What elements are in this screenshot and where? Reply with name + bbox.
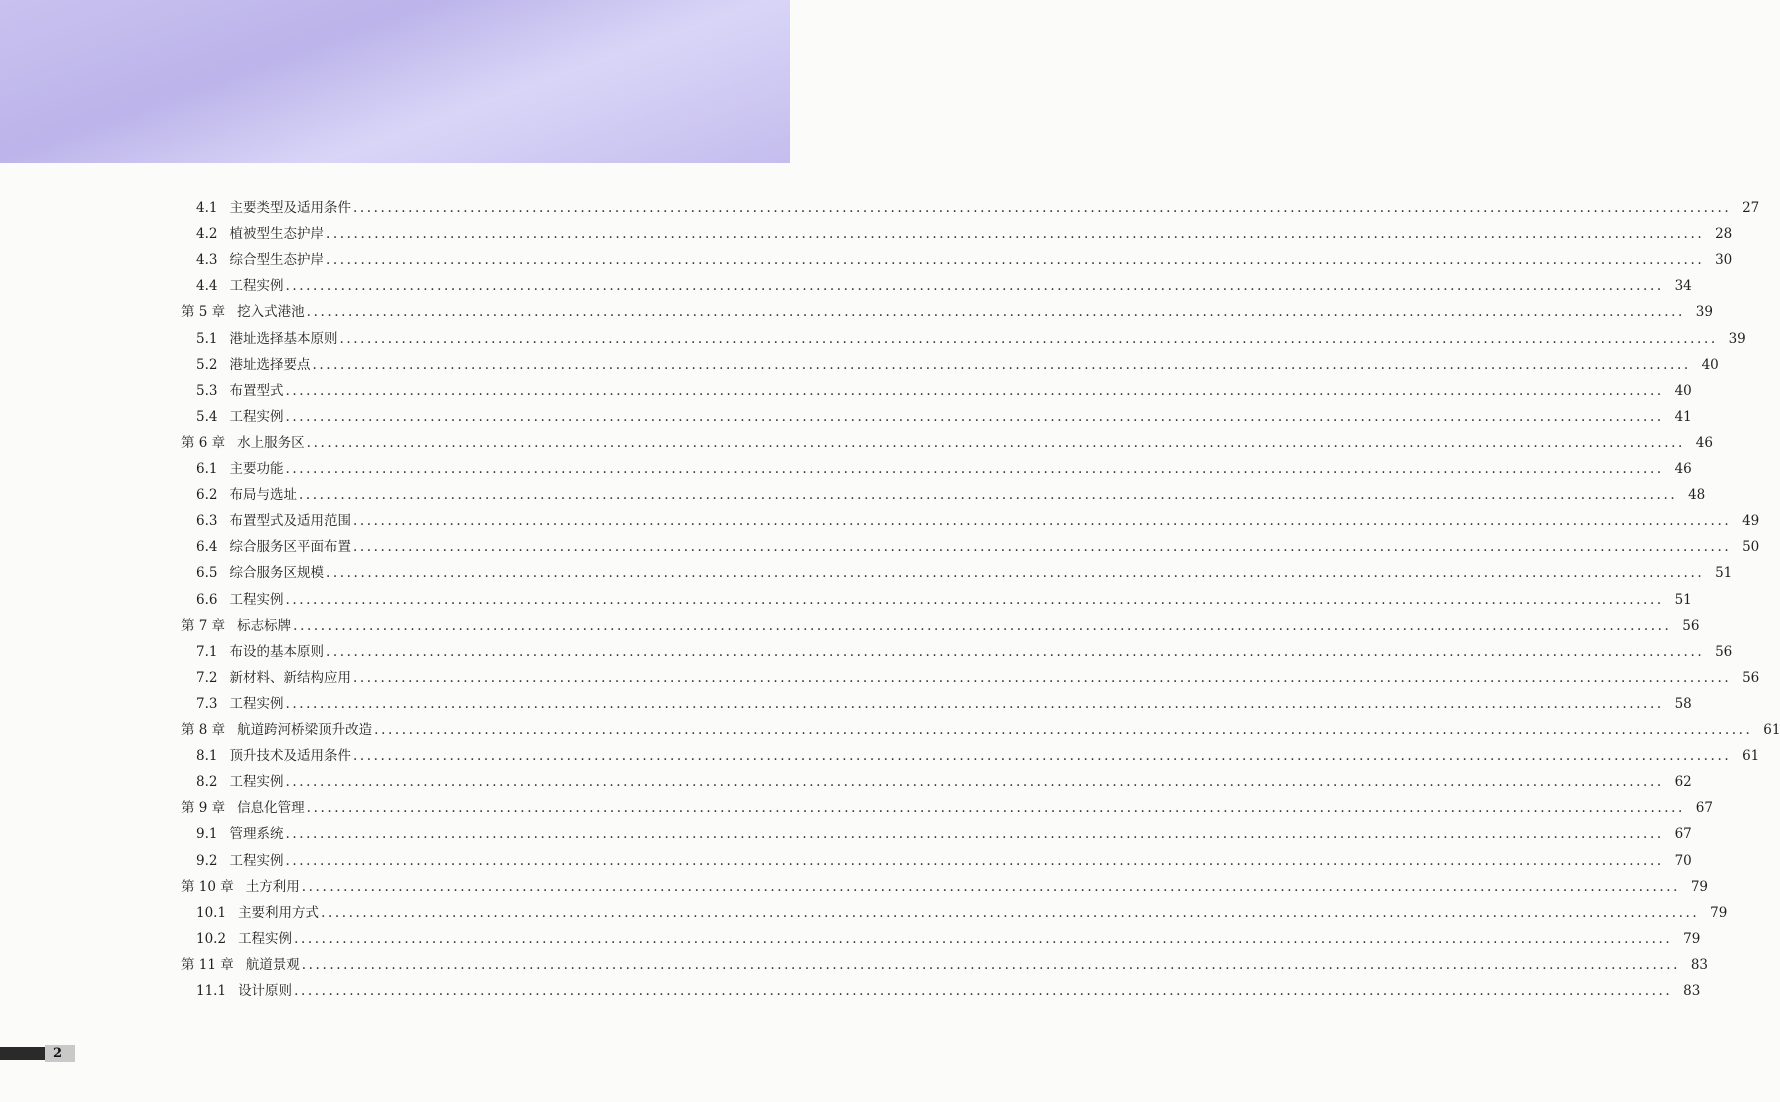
toc-entry-title: 标志标牌 [237, 617, 292, 634]
toc-entry-title: 港址选择基本原则 [229, 330, 338, 347]
toc-dot-leader: ........................................................................................................................................................................................................ [312, 356, 1691, 373]
toc-entry-title: 植被型生态护岸 [229, 226, 324, 243]
toc-entry-title: 航道景观 [245, 956, 300, 973]
toc-entry-number: 5.1 [196, 330, 218, 347]
toc-entry-number: 6.6 [196, 591, 218, 608]
toc-entry-page: 79 [1683, 930, 1701, 947]
toc-entry-title: 综合服务区平面布置 [229, 539, 351, 556]
toc-entry-page: 40 [1701, 356, 1719, 373]
toc-entry-number: 4.4 [196, 278, 218, 295]
toc-entry-page: 67 [1695, 800, 1713, 817]
toc-entry-title: 布置型式 [229, 382, 284, 399]
toc-entry-title: 工程实例 [229, 278, 284, 295]
toc-entry-title: 水上服务区 [237, 434, 305, 451]
toc-section-entry[interactable] [196, 743, 1760, 769]
toc-dot-leader: ........................................................................................................................................................................................................ [352, 669, 1732, 686]
toc-dot-leader: ........................................................................................................................................................................................................ [285, 461, 1664, 477]
page-number: 2 [45, 1045, 75, 1062]
toc-entry-page: 70 [1674, 852, 1692, 869]
toc-section-entry[interactable] [196, 665, 1760, 691]
toc-dot-leader: ........................................................................................................................................................................................................ [285, 774, 1664, 791]
toc-section-entry[interactable] [196, 900, 1728, 926]
toc-dot-leader: ........................................................................................................................................................................................................ [285, 591, 1664, 608]
toc-section-entry[interactable] [196, 508, 1760, 534]
toc-section-entry[interactable] [196, 821, 1692, 847]
toc-entry-title: 工程实例 [238, 930, 293, 947]
toc-dot-leader: ........................................................................................................................................................................................................ [306, 304, 1685, 321]
toc-entry-title: 信息化管理 [237, 800, 305, 817]
toc-dot-leader: ........................................................................................................................................................................................................ [352, 748, 1732, 765]
toc-dot-leader: ........................................................................................................................................................................................................ [325, 643, 1705, 660]
toc-entry-number: 4.1 [196, 200, 218, 216]
toc-section-entry[interactable] [196, 691, 1692, 717]
toc-entry-number: 第 9 章 [181, 800, 226, 817]
footer-bar [0, 1047, 45, 1060]
toc-dot-leader: ........................................................................................................................................................................................................ [294, 930, 1673, 947]
toc-dot-leader: ........................................................................................................................................................................................................ [285, 826, 1664, 843]
toc-entry-number: 7.2 [196, 669, 218, 686]
toc-entry-page: 56 [1682, 617, 1700, 634]
toc-section-entry[interactable] [196, 352, 1719, 378]
toc-entry-page: 67 [1674, 826, 1692, 843]
toc-entry-title: 新材料、新结构应用 [229, 669, 351, 686]
toc-dot-leader: ........................................................................................................................................................................................................ [285, 695, 1664, 712]
toc-entry-number: 5.2 [196, 356, 218, 373]
toc-dot-leader: ........................................................................................................................................................................................................ [301, 956, 1681, 973]
toc-dot-leader: ........................................................................................................................................................................................................ [298, 487, 1678, 504]
toc-dot-leader: ........................................................................................................................................................................................................ [285, 852, 1664, 869]
toc-entry-page: 83 [1683, 983, 1701, 999]
toc-entry-number: 4.2 [196, 226, 218, 243]
toc-dot-leader: ........................................................................................................................................................................................................ [306, 434, 1685, 451]
toc-entry-title: 工程实例 [229, 852, 284, 869]
toc-dot-leader: ........................................................................................................................................................................................................ [306, 800, 1685, 817]
toc-entry-page: 58 [1674, 695, 1692, 712]
toc-entry-number: 10.1 [196, 904, 227, 921]
toc-entry-page: 83 [1690, 956, 1709, 973]
toc-dot-leader: ........................................................................................................................................................................................................ [339, 330, 1718, 347]
toc-entry-number: 第 7 章 [181, 617, 226, 634]
toc-dot-leader: ........................................................................................................................................................................................................ [285, 408, 1664, 425]
toc-entry-title: 工程实例 [229, 774, 284, 791]
toc-entry-title: 航道跨河桥梁顶升改造 [237, 722, 373, 738]
toc-entry-number: 6.3 [196, 513, 218, 530]
toc-entry-number: 6.2 [196, 487, 218, 504]
toc-entry-number: 11.1 [196, 983, 227, 999]
toc-entry-title: 土方利用 [245, 878, 300, 895]
toc-entry-number: 第 11 章 [181, 956, 234, 973]
toc-entry-title: 布局与选址 [229, 487, 297, 504]
toc-section-entry[interactable] [196, 195, 1760, 221]
toc-entry-title: 设计原则 [238, 983, 293, 999]
toc-entry-page: 49 [1742, 513, 1760, 530]
toc-section-entry[interactable] [196, 769, 1692, 795]
toc-dot-leader: ........................................................................................................................................................................................................ [321, 904, 1700, 921]
toc-section-entry[interactable] [196, 326, 1746, 352]
toc-dot-leader: ........................................................................................................................................................................................................ [285, 278, 1664, 295]
toc-entry-number: 9.2 [196, 852, 218, 869]
toc-entry-number: 第 5 章 [181, 304, 226, 321]
toc-entry-title: 工程实例 [229, 591, 284, 608]
toc-section-entry[interactable] [196, 848, 1692, 874]
toc-entry-page: 46 [1674, 461, 1692, 477]
toc-entry-title: 综合服务区规模 [229, 565, 324, 582]
toc-section-entry[interactable] [196, 482, 1706, 508]
toc-dot-leader: ........................................................................................................................................................................................................ [352, 513, 1732, 530]
toc-chapter-entry[interactable] [181, 952, 1709, 978]
toc-chapter-entry[interactable] [181, 430, 1713, 456]
toc-entry-page: 27 [1742, 200, 1760, 216]
toc-entry-title: 主要利用方式 [238, 904, 320, 921]
toc-chapter-entry[interactable] [181, 299, 1713, 325]
toc-dot-leader: ........................................................................................................................................................................................................ [325, 226, 1705, 243]
toc-section-entry[interactable] [196, 639, 1733, 665]
toc-entry-title: 布置型式及适用范围 [229, 513, 351, 530]
toc-dot-leader: ........................................................................................................................................................................................................ [325, 252, 1705, 269]
toc-entry-page: 39 [1728, 330, 1746, 347]
toc-entry-page: 56 [1715, 643, 1733, 660]
toc-entry-number: 6.1 [196, 461, 218, 477]
toc-entry-number: 9.1 [196, 826, 218, 843]
toc-entry-page: 30 [1715, 252, 1733, 269]
toc-entry-page: 79 [1690, 878, 1709, 895]
toc-dot-leader: ........................................................................................................................................................................................................ [325, 565, 1705, 582]
toc-dot-leader: ........................................................................................................................................................................................................ [374, 722, 1753, 738]
toc-entry-number: 5.3 [196, 382, 218, 399]
toc-entry-page: 51 [1674, 591, 1692, 608]
toc-section-entry[interactable] [196, 534, 1760, 560]
toc-entry-number: 7.3 [196, 695, 218, 712]
toc-chapter-entry[interactable] [181, 717, 1780, 743]
toc-entry-page: 51 [1715, 565, 1733, 582]
toc-entry-page: 41 [1674, 408, 1692, 425]
toc-entry-title: 主要功能 [229, 461, 284, 477]
toc-entry-page: 61 [1742, 748, 1760, 765]
toc-chapter-entry[interactable] [181, 874, 1709, 900]
toc-entry-number: 10.2 [196, 930, 227, 947]
toc-chapter-entry[interactable] [181, 795, 1713, 821]
toc-entry-page: 48 [1688, 487, 1706, 504]
header-banner [0, 0, 790, 163]
toc-section-entry[interactable] [196, 221, 1733, 247]
toc-section-entry[interactable] [196, 926, 1701, 952]
toc-entry-title: 顶升技术及适用条件 [229, 748, 351, 765]
toc-entry-page: 56 [1742, 669, 1760, 686]
toc-entry-number: 6.5 [196, 565, 218, 582]
toc-entry-title: 布设的基本原则 [229, 643, 324, 660]
toc-entry-title: 工程实例 [229, 695, 284, 712]
toc-entry-number: 第 6 章 [181, 434, 226, 451]
toc-dot-leader: ........................................................................................................................................................................................................ [285, 382, 1664, 399]
toc-section-entry[interactable] [196, 456, 1692, 482]
toc-entry-page: 40 [1674, 382, 1692, 399]
toc-dot-leader: ........................................................................................................................................................................................................ [352, 200, 1732, 216]
toc-entry-number: 4.3 [196, 252, 218, 269]
toc-entry-page: 79 [1710, 904, 1728, 921]
toc-entry-number: 5.4 [196, 408, 218, 425]
toc-entry-page: 62 [1674, 774, 1692, 791]
toc-entry-title: 主要类型及适用条件 [229, 200, 351, 216]
toc-entry-page: 50 [1742, 539, 1760, 556]
toc-section-entry[interactable] [196, 587, 1692, 613]
toc-entry-title: 管理系统 [229, 826, 284, 843]
toc-entry-page: 46 [1695, 434, 1713, 451]
toc-entry-number: 第 8 章 [181, 722, 226, 738]
toc-entry-page: 39 [1695, 304, 1713, 321]
toc-dot-leader: ........................................................................................................................................................................................................ [293, 617, 1672, 634]
toc-section-entry[interactable] [196, 378, 1692, 404]
toc-section-entry[interactable] [196, 273, 1692, 299]
toc-entry-page: 28 [1715, 226, 1733, 243]
toc-section-entry[interactable] [196, 560, 1733, 586]
toc-entry-page: 61 [1763, 722, 1780, 738]
toc-dot-leader: ........................................................................................................................................................................................................ [301, 878, 1681, 895]
toc-entry-title: 综合型生态护岸 [229, 252, 324, 269]
toc-entry-title: 港址选择要点 [229, 356, 311, 373]
toc-entry-title: 工程实例 [229, 408, 284, 425]
toc-entry-number: 8.1 [196, 748, 218, 765]
toc-entry-number: 6.4 [196, 539, 218, 556]
toc-entry-title: 挖入式港池 [237, 304, 305, 321]
toc-dot-leader: ........................................................................................................................................................................................................ [294, 983, 1673, 999]
toc-entry-page: 34 [1674, 278, 1692, 295]
toc-entry-number: 7.1 [196, 643, 218, 660]
toc-entry-number: 第 10 章 [181, 878, 234, 895]
toc-section-entry[interactable] [196, 247, 1733, 273]
toc-entry-number: 8.2 [196, 774, 218, 791]
toc-section-entry[interactable] [196, 978, 1701, 1004]
toc-chapter-entry[interactable] [181, 613, 1700, 639]
toc-section-entry[interactable] [196, 404, 1692, 430]
toc-dot-leader: ........................................................................................................................................................................................................ [352, 539, 1732, 556]
